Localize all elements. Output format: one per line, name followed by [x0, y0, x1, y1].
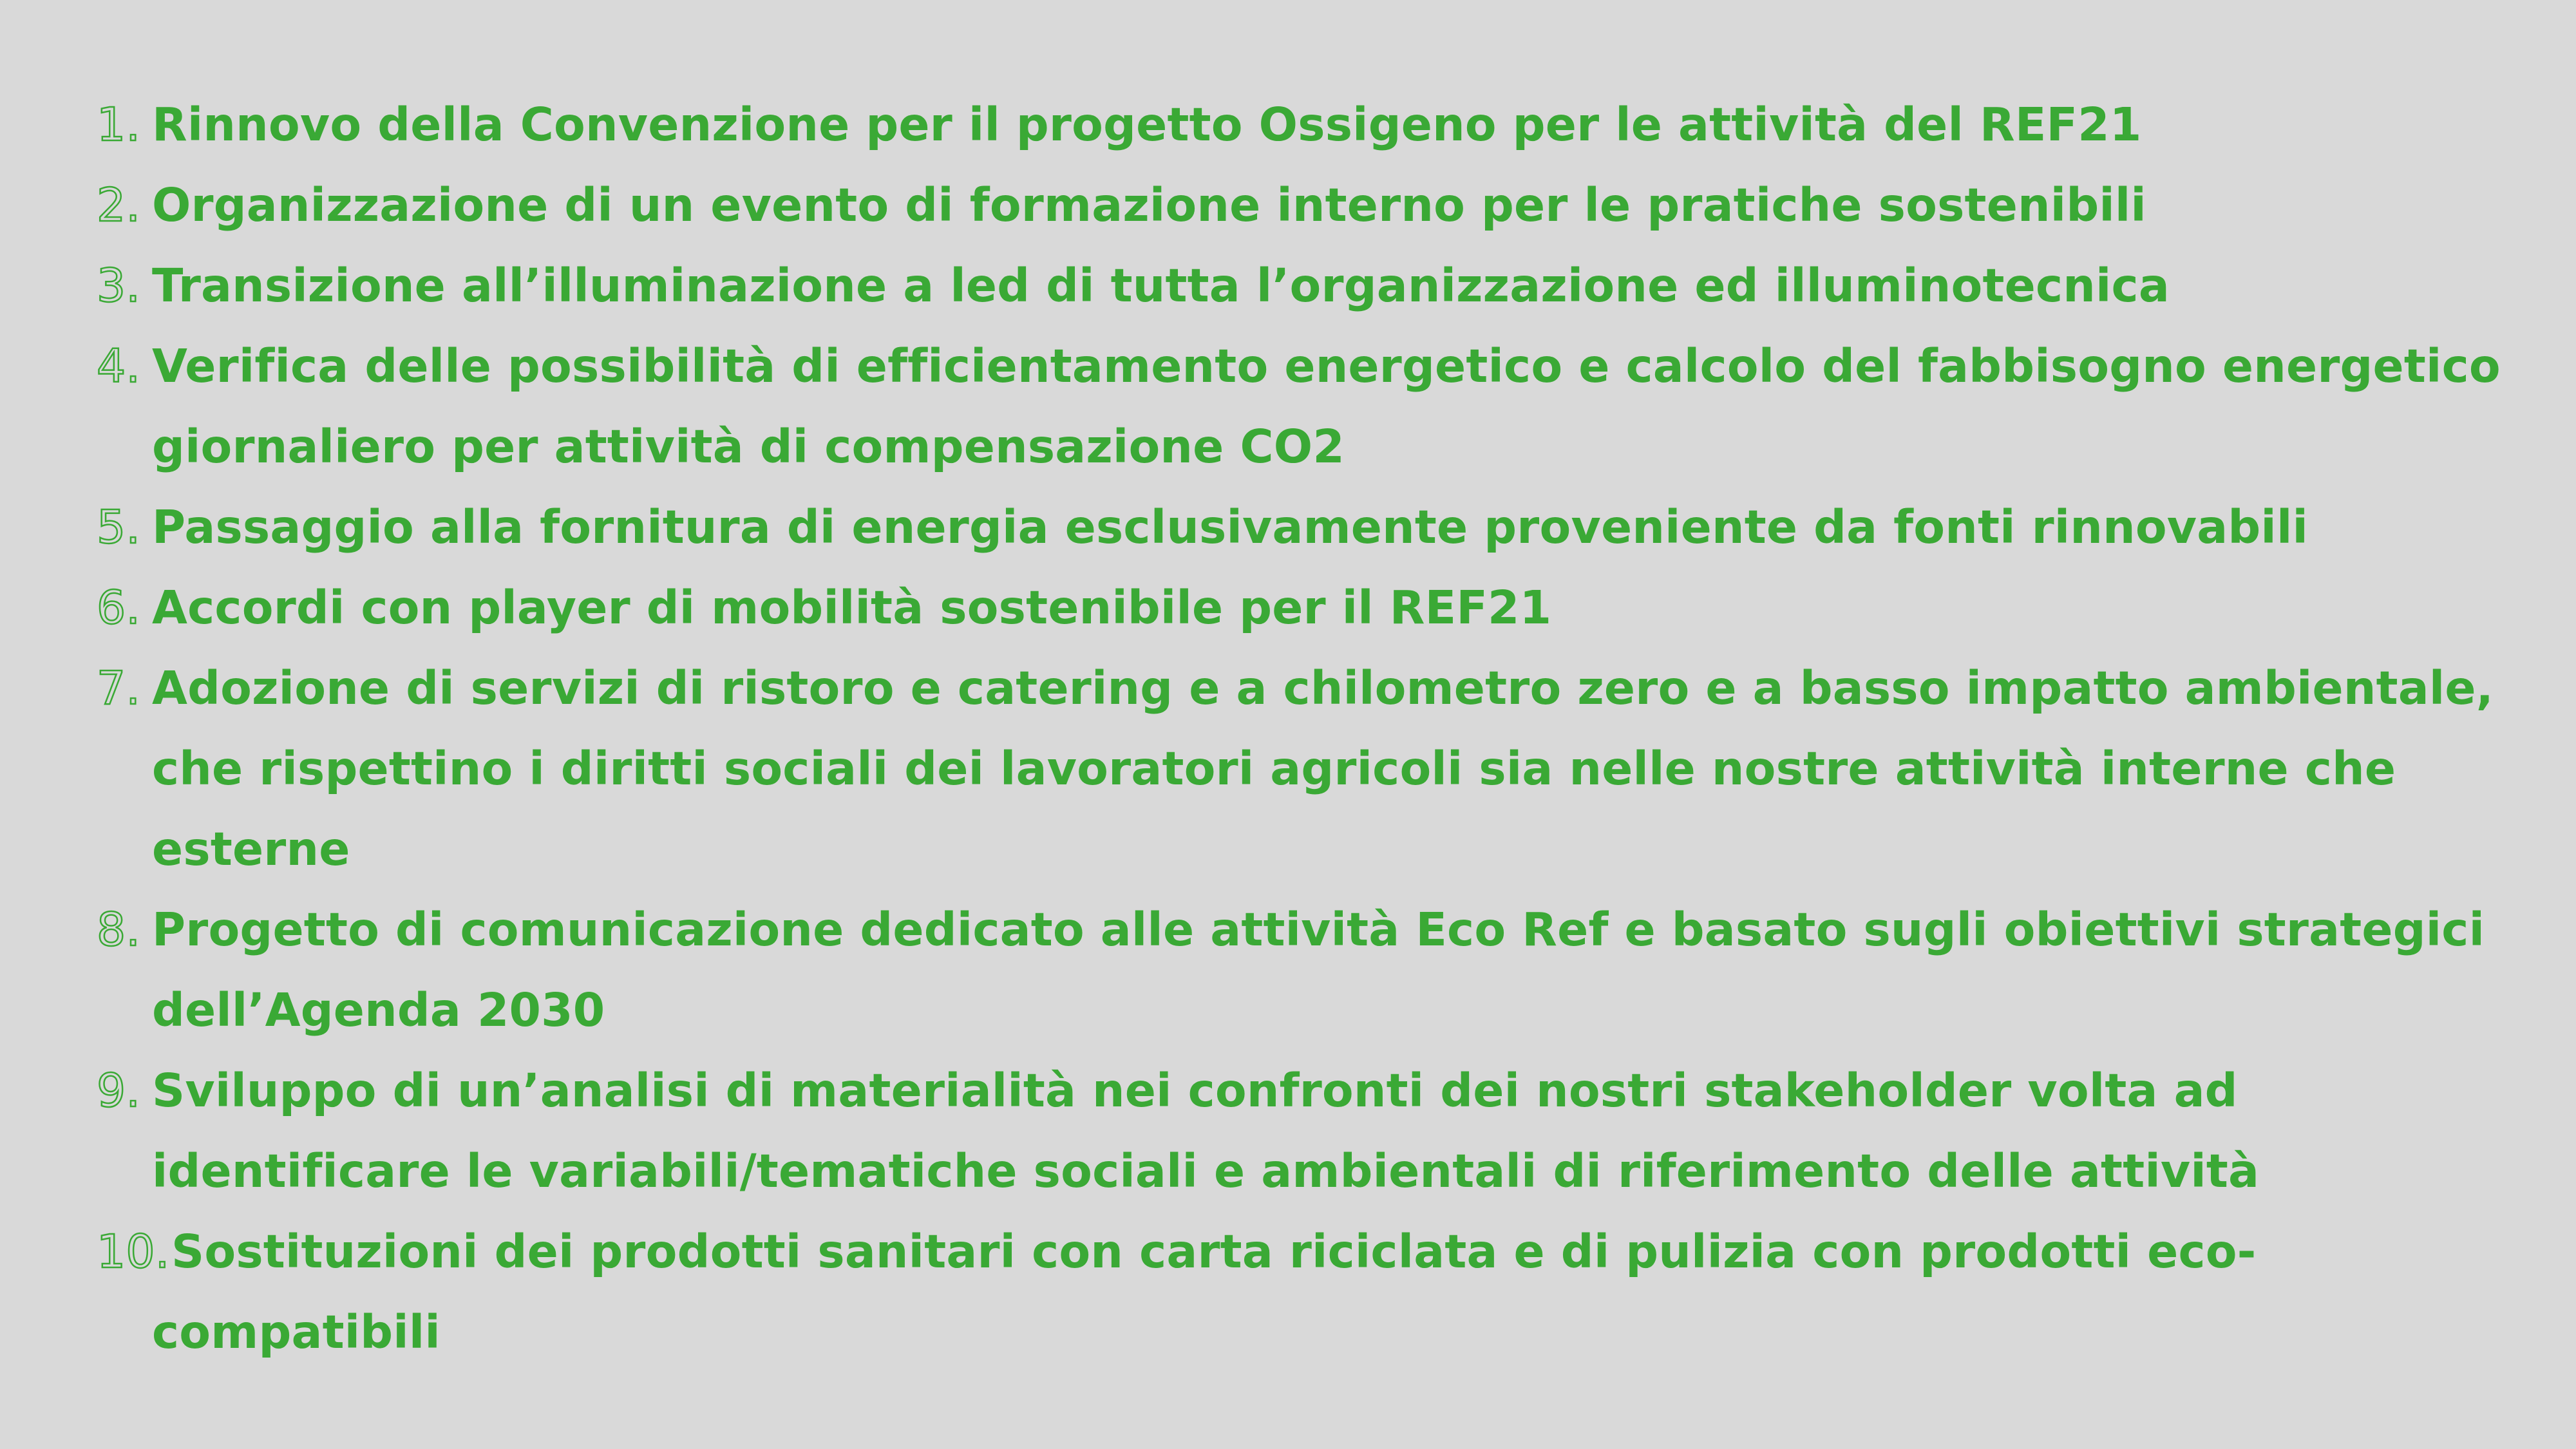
list-item [97, 326, 2531, 487]
item-number: 4. [97, 339, 141, 393]
item-text-continued: identificare le variabili/tematiche sociali e ambientali di riferimento delle attività [152, 1144, 2260, 1198]
list-item [97, 567, 2531, 648]
list-item [97, 245, 2531, 326]
item-number: 5. [97, 500, 141, 554]
item-number: 3. [97, 259, 141, 312]
item-number: 10. [97, 1225, 170, 1278]
list-item [97, 648, 2531, 889]
item-text-continued: giornaliero per attività di compensazione CO2 [152, 420, 1345, 473]
item-text: Sostituzioni dei prodotti sanitari con carta riciclata e di pulizia con prodotti eco- [171, 1225, 2257, 1278]
item-number: 9. [97, 1064, 141, 1117]
item-text-continued: che rispettino i diritti sociali dei lavoratori agricoli sia nelle nostre attività interne che [152, 742, 2396, 795]
item-text: Transizione all’illuminazione a led di tutta l’organizzazione ed illuminotecnica [152, 259, 2170, 312]
list-item [97, 84, 2531, 165]
item-text-continued: esterne [152, 822, 350, 876]
item-text: Accordi con player di mobilità sostenibile per il REF21 [152, 581, 1552, 634]
list-item [97, 1211, 2531, 1372]
item-text: Progetto di comunicazione dedicato alle attività Eco Ref e basato sugli obiettivi strategici [152, 903, 2485, 956]
list-item [97, 889, 2531, 1050]
item-number: 1. [97, 98, 141, 151]
item-text: Verifica delle possibilità di efficientamento energetico e calcolo del fabbisogno energetico [152, 339, 2501, 393]
item-number: 6. [97, 581, 141, 634]
list-item [97, 165, 2531, 245]
item-text: Adozione di servizi di ristoro e catering e a chilometro zero e a basso impatto ambientale, [152, 661, 2494, 715]
item-text: Passaggio alla fornitura di energia esclusivamente proveniente da fonti rinnovabili [152, 500, 2309, 554]
item-text-continued: compatibili [152, 1305, 440, 1359]
item-number: 2. [97, 178, 141, 232]
list-item [97, 1050, 2531, 1211]
item-text: Organizzazione di un evento di formazione interno per le pratiche sostenibili [152, 178, 2146, 232]
item-text-continued: dell’Agenda 2030 [152, 983, 605, 1037]
item-text: Rinnovo della Convenzione per il progetto Ossigeno per le attività del REF21 [152, 98, 2142, 151]
item-number: 8. [97, 903, 141, 956]
item-text: Sviluppo di un’analisi di materialità nei confronti dei nostri stakeholder volta ad [152, 1064, 2238, 1117]
item-number: 7. [97, 661, 141, 715]
objectives-list [97, 84, 2531, 1372]
list-item [97, 487, 2531, 567]
